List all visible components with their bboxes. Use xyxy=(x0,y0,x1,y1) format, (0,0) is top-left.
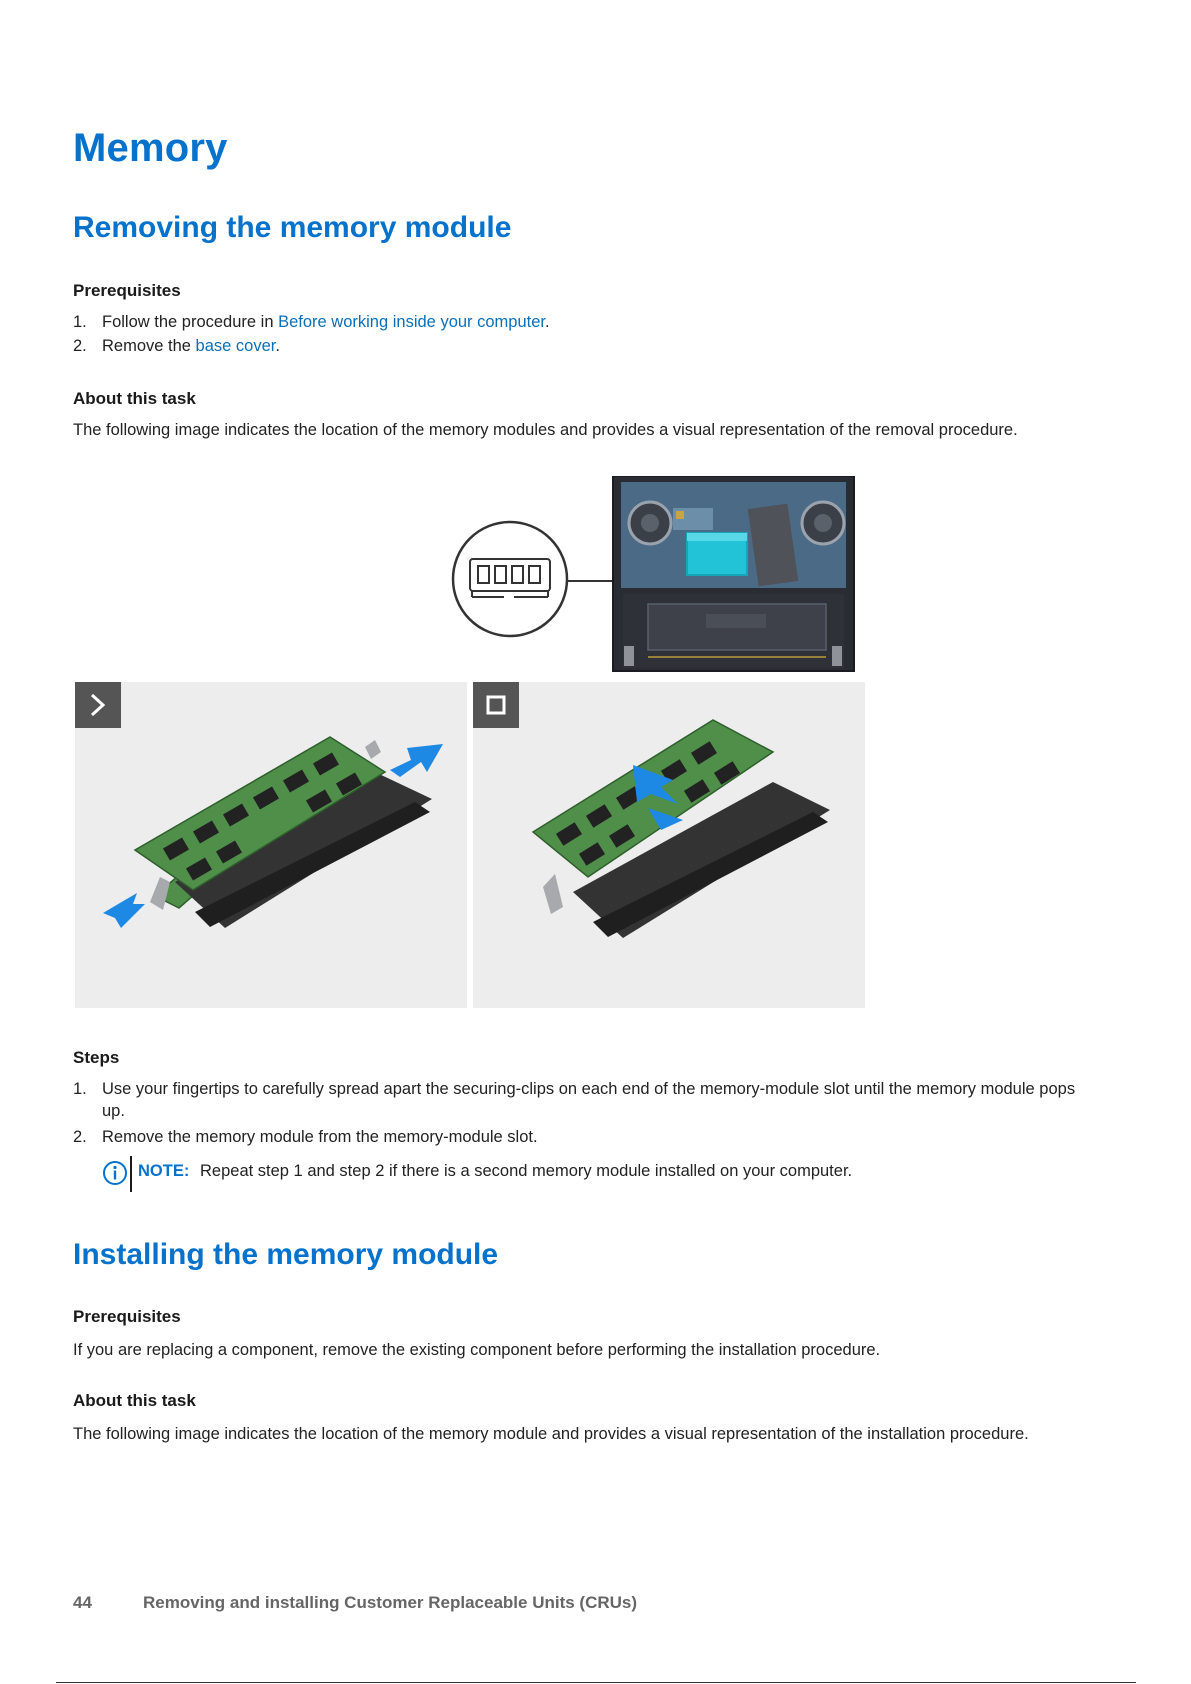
page-number: 44 xyxy=(73,1593,92,1612)
before-working-link[interactable]: Before working inside your computer xyxy=(278,313,545,331)
removing-heading: Removing the memory module xyxy=(73,211,512,244)
list-text: Follow the procedure in xyxy=(102,313,279,331)
footer-rule xyxy=(56,1682,1136,1683)
list-text: Remove the memory module from the memory-module slot. xyxy=(102,1128,538,1146)
installing-prereq-text: If you are replacing a component, remove the existing component before performing the installation procedure. xyxy=(73,1341,881,1359)
footer-section-title: Removing and installing Customer Replaceable Units (CRUs) xyxy=(143,1593,638,1612)
note-label: NOTE: xyxy=(138,1162,190,1180)
info-icon xyxy=(102,1160,128,1186)
removing-about-text: The following image indicates the location of the memory modules and provides a visual representation of the removal procedure. xyxy=(73,421,1018,439)
laptop-bottom-image xyxy=(613,476,854,671)
list-number: 1. xyxy=(73,313,87,331)
memory-icon xyxy=(470,559,550,597)
step2-remove-module-figure xyxy=(473,682,865,1008)
list-number: 2. xyxy=(73,1128,87,1146)
step1-badge xyxy=(75,682,121,728)
base-cover-link[interactable]: base cover xyxy=(195,337,276,355)
removing-prereq-heading: Prerequisites xyxy=(73,281,181,300)
laptop-overview-figure xyxy=(448,476,858,672)
note-text: Repeat step 1 and step 2 if there is a second memory module installed on your computer. xyxy=(200,1162,853,1180)
note-divider xyxy=(130,1156,132,1192)
page-title: Memory xyxy=(73,126,228,170)
list-number: 2. xyxy=(73,337,87,355)
installing-about-heading: About this task xyxy=(73,1391,196,1410)
list-text: Use your fingertips to carefully spread apart the securing-clips on each end of the memory-module slot until the memory module pops up. xyxy=(102,1080,1076,1120)
document-page: Memory Removing the memory module Prerequisites 1. Follow the procedure in Before working inside your computer. 2. Remove the base cover. About this task The following image indicates the location of the memory modules and provides a visual representation of the removal procedure. Steps 1. Use your fingertips to carefully spread apart the securing-clips on each end of the memory-module slot until the memory module pops up. 2. Remove the memory module from the memory-module slot. NOTE: Repeat step 1 and step 2 if there is a second memory module installed on your computer. Installing the memory module Prerequisites If you are replacing a component, remove the existing component before performing the installation procedure. About this task The following image indicates the location of the memory module and provides a visual representation of the installation procedure. 44 Removing and installing Customer Replaceable Units (CRUs) xyxy=(0,0,1191,1684)
list-text: Remove the xyxy=(102,337,196,355)
step1-spread-clips-figure xyxy=(75,682,467,1008)
installing-heading: Installing the memory module xyxy=(73,1238,499,1271)
steps-heading: Steps xyxy=(73,1048,120,1067)
removing-about-heading: About this task xyxy=(73,389,196,408)
step2-badge xyxy=(473,682,519,728)
list-number: 1. xyxy=(73,1080,87,1098)
installing-about-text: The following image indicates the location of the memory module and provides a visual representation of the installation procedure. xyxy=(73,1425,1029,1443)
installing-prereq-heading: Prerequisites xyxy=(73,1307,181,1326)
